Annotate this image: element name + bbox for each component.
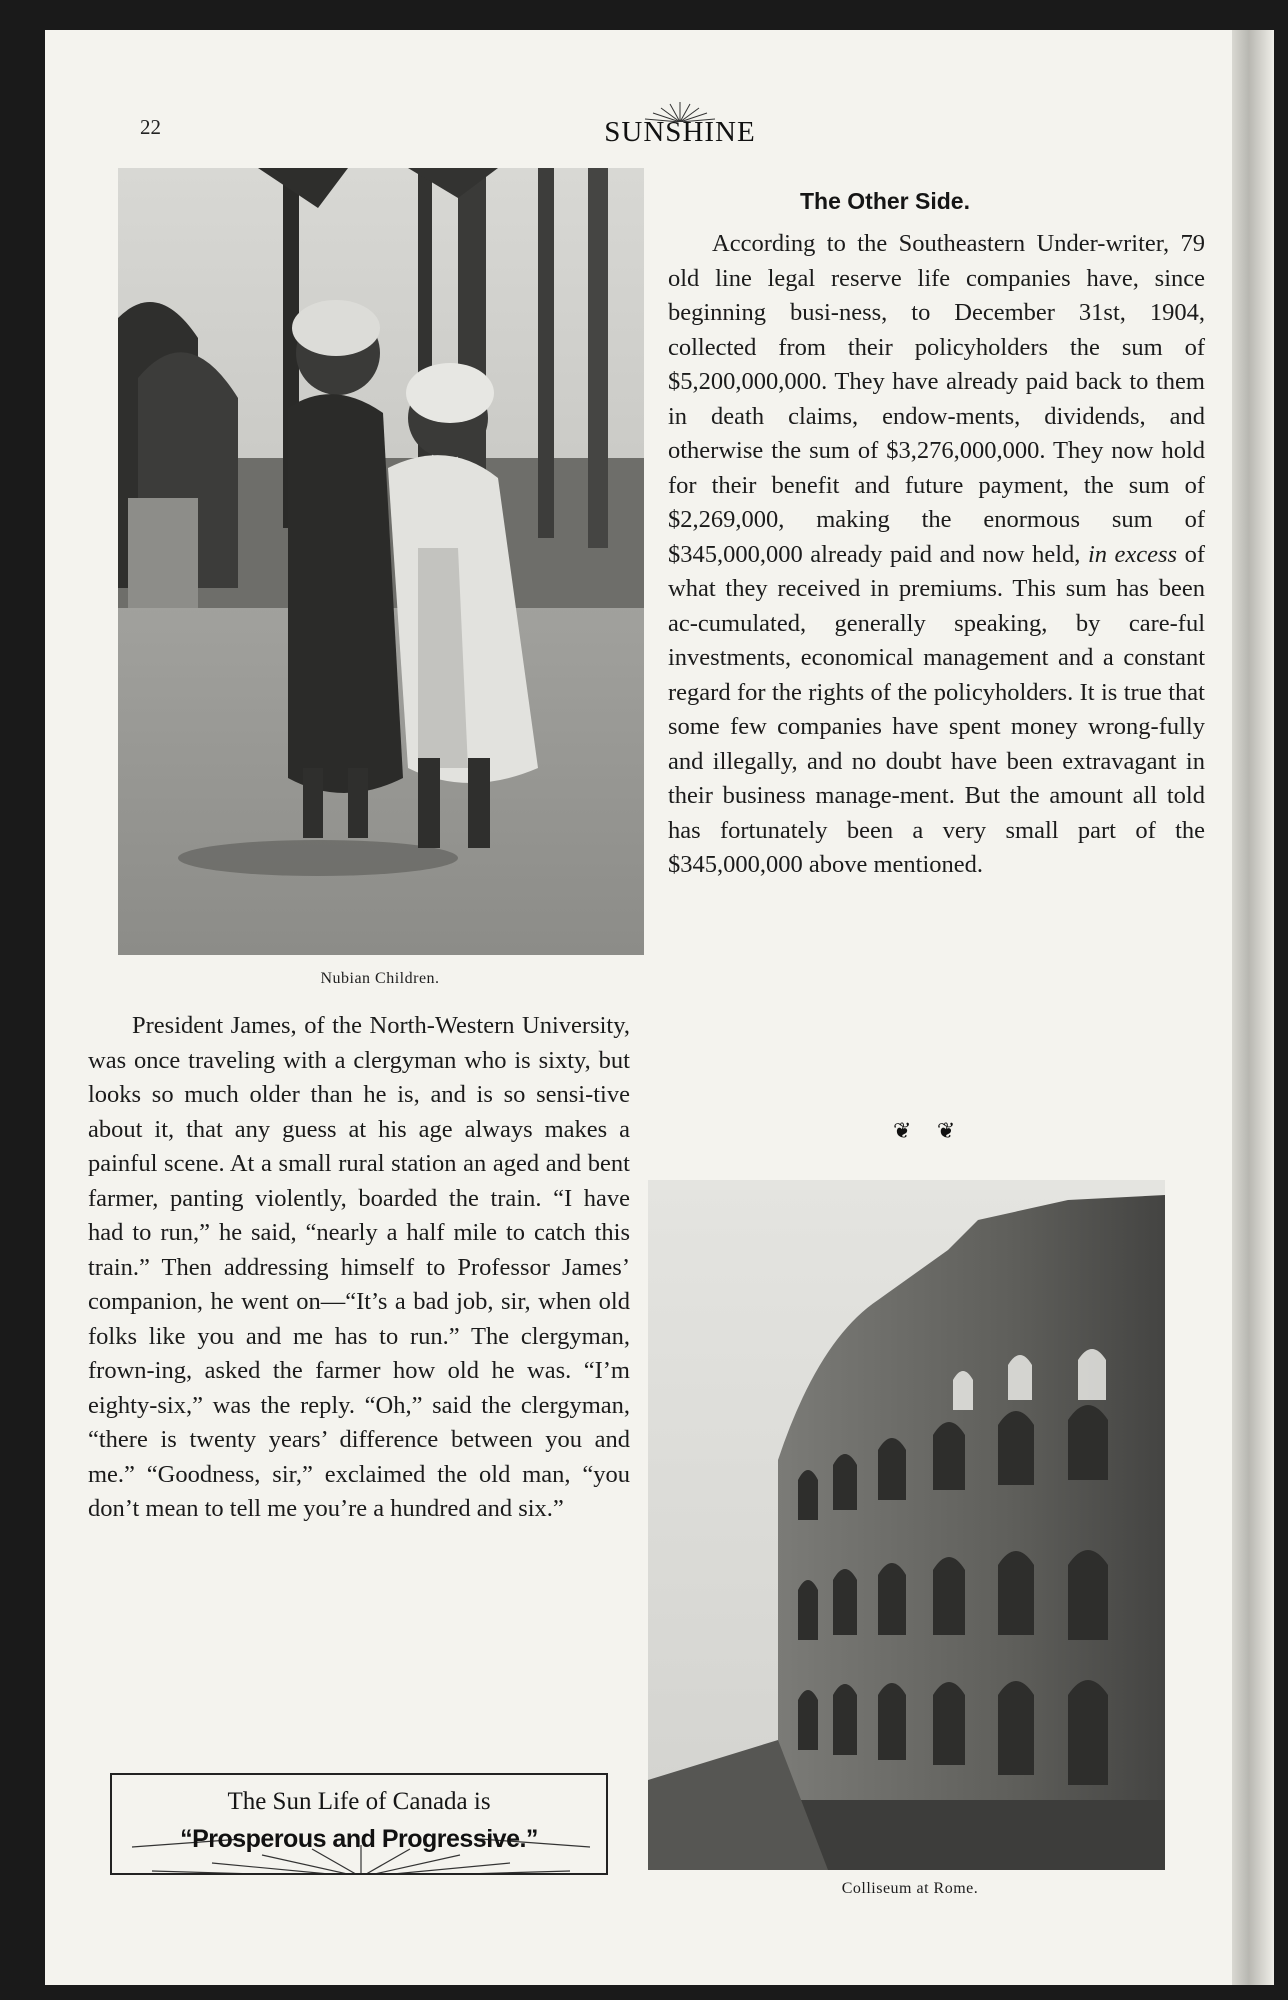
- ornament-divider: ❦ ❦: [893, 1118, 966, 1143]
- nubian-children-photo: [118, 168, 644, 955]
- section-title: The Other Side.: [800, 188, 970, 214]
- right-article: [668, 227, 1205, 883]
- masthead-title: SUNSHINE: [604, 116, 756, 148]
- right-article-part-1: According to the Southeastern Under-writer, 79 old line legal reserve life companies have, since beginning busi-ness, to December 31st, 1904, collected from their policyholders the sum of $5,200,000,000. They have already paid back to them in death claims, endow-ments, dividends, and otherwise the sum of $3,276,000,000. They now hold for their benefit and future payment, the sum of $2,269,000, making the enormous sum of $345,000,000 already paid and now held,: [668, 230, 1205, 568]
- colosseum-photo: [648, 1180, 1165, 1870]
- page-number: 22: [140, 115, 161, 139]
- right-article-emphasis: in excess: [1087, 540, 1178, 568]
- ad-line-2: “Prosperous and Progressive.”: [180, 1825, 538, 1853]
- colosseum-caption: Colliseum at Rome.: [841, 1880, 979, 1897]
- masthead: [580, 100, 780, 149]
- ad-line-1: The Sun Life of Canada is: [227, 1788, 491, 1815]
- left-article-paragraph: President James, of the North-Western University, was once traveling with a clergyman who is sixty, but looks so much older than he is, and is so sensi-tive about it, that any guess at his age always makes a painful scene. At a small rural station an aged and bent farmer, panting violently, boarded the train. “I have had to run,” he said, “nearly a half mile to catch this train.” Then addressing himself to Professor James’ companion, he went on—“It’s a bad job, sir, when old folks like you and me has to run.” The clergyman, frown-ing, asked the farmer how old he was. “I’m eighty-six,” was the reply. “Oh,” said the clergyman, “there is twenty years’ difference between you and me.” “Goodness, sir,” exclaimed the old man, “you don’t mean to tell me you’re a hundred and six.”: [88, 1012, 630, 1522]
- right-article-paragraph: [668, 227, 1205, 883]
- nubian-children-caption: Nubian Children.: [320, 970, 440, 987]
- next-page-edge: [1232, 30, 1274, 1985]
- right-article-part-2: of what they received in premiums. This sum has been ac-cumulated, generally speaking, by care-ful investments, economical management and a constant regard for the rights of the policyholders. It is true that some few companies have spent money wrong-fully and illegally, and no doubt have been extravagant in their business manage-ment. But the amount all told has fortunately been a very small part of the $345,000,000 above mentioned.: [668, 540, 1206, 878]
- sun-life-ad: [110, 1773, 608, 1875]
- left-article: [88, 1009, 630, 1527]
